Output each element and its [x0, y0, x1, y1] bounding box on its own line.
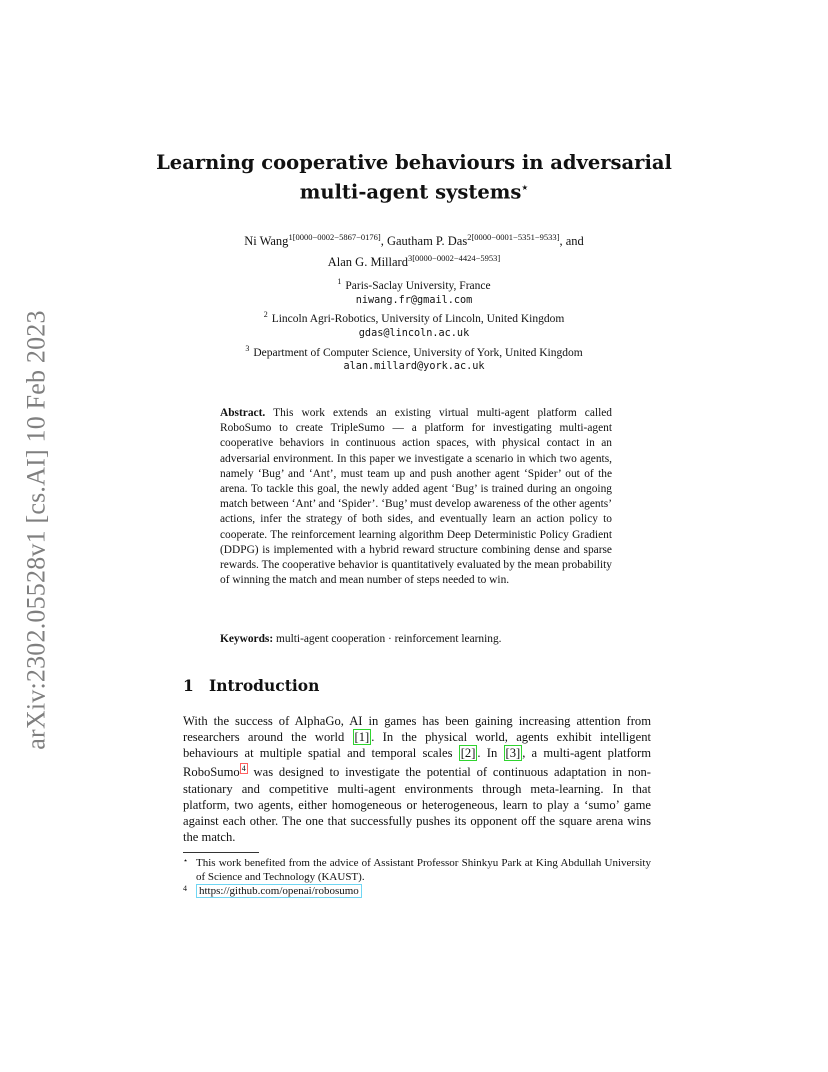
- author-3-name: Alan G. Millard: [327, 255, 408, 270]
- affiliation-2: [120, 308, 708, 327]
- section-heading: [183, 676, 319, 695]
- affiliation-1-number: 1: [337, 277, 342, 286]
- citation-link-2[interactable]: [2]: [460, 746, 476, 761]
- keywords-text: multi-agent cooperation · reinforcement learning.: [276, 633, 502, 645]
- author-conjunction: , and: [559, 234, 584, 249]
- affiliation-2-email: gdas@lincoln.ac.uk: [358, 328, 470, 340]
- affiliation-3-email: alan.millard@york.ac.uk: [343, 361, 485, 373]
- author-3-orcid: 3[0000−0002−4424−5953]: [407, 253, 501, 264]
- author-list: [120, 229, 708, 271]
- title-line-1: Learning cooperative behaviours in adversarial: [156, 151, 672, 174]
- citation-link-1[interactable]: [1]: [354, 730, 370, 745]
- keywords: [220, 632, 612, 647]
- citation-link-3[interactable]: [3]: [505, 746, 521, 761]
- footnote-star-text: This work benefited from the advice of Assistant Professor Shinkyu Park at King Abdullah University of Science and Technology (KAUST).: [196, 857, 651, 883]
- footnotes: [183, 856, 651, 898]
- author-2-orcid: 2[0000−0001−5351−9533]: [467, 232, 560, 242]
- intro-text-4: , a multi-agent platform RoboSumo: [183, 746, 651, 780]
- affiliation-3: [120, 342, 708, 361]
- intro-text-3: . In: [477, 746, 504, 761]
- abstract-text: This work extends an existing virtual multi-agent platform called RoboSumo to create TripleSumo — a platform for investigating multi-agent cooperative behaviors in continuous action spaces, with physical contact in an adversarial environment. In this paper we investigate a scenario in which two agents, namely ‘Bug’ and ‘Ant’, must team up and push another agent ‘Spider’ out of the arena. To tackle this goal, the newly added agent ‘Bug’ is trained during an ongoing match between ‘Ant’ and ‘Spider’. ‘Bug’ must develop awareness of the other agents’ actions, infer the strategy of both sides, and eventually learn an action policy to cooperate. The reinforcement learning algorithm Deep Deterministic Policy Gradient (DDPG) is implemented with a hybrid reward structure combining dense and sparse rewards. The cooperative behavior is quantitatively evaluated by the mean probability of winning the match and mean number of steps needed to win.: [220, 407, 612, 587]
- author-2-name: Gautham P. Das: [386, 234, 468, 249]
- author-1-name: Ni Wang: [244, 234, 289, 249]
- affiliation-1: [120, 275, 708, 294]
- title-footnote-marker: ⋆: [521, 181, 529, 194]
- title-line-2-text: multi-agent systems: [299, 180, 522, 204]
- affiliation-1-email: niwang.fr@gmail.com: [355, 294, 473, 306]
- title-line-2: [120, 175, 708, 205]
- footnote-4-mark: 4: [183, 884, 187, 893]
- arxiv-id-text: arXiv:2302.05528v1 [cs.AI] 10 Feb 2023: [22, 310, 51, 750]
- author-1-orcid: 1[0000−0002−5867−0176]: [288, 232, 381, 242]
- affiliation-1-name: Paris-Saclay University, France: [345, 279, 491, 292]
- abstract-label: Abstract.: [220, 407, 266, 419]
- affiliation-2-number: 2: [263, 310, 268, 320]
- footnote-star-mark: ⋆: [183, 856, 189, 865]
- intro-text-2: . In the physical world, agents exhibit intelligent behaviours at multiple spatial and temporal scales: [183, 730, 651, 761]
- section-title: Introduction: [209, 676, 320, 695]
- footnote-4: [183, 884, 651, 898]
- arxiv-identifier-stamp: [14, 295, 60, 765]
- author-line-1: Ni Wang$^{1[0000-0002-5867-0176]}$, Gautham P. Das$^{2[0000-0001-5351-9533]}$, and: [244, 232, 584, 249]
- affiliations: [120, 275, 708, 375]
- footnote-star: [183, 856, 651, 884]
- intro-text-1: With the success of AlphaGo, AI in games has been gaining increasing attention from researchers around the world: [183, 714, 651, 745]
- affiliation-3-name: Department of Computer Science, University of York, United Kingdom: [253, 346, 583, 359]
- intro-text-5: was designed to investigate the potential of continuous adaptation in non-stationary and competitive multi-agent environments through meta-learning. In that platform, two agents, either homogeneous or heterogeneous, learn to play a ‘sumo’ game against each other. The one that successfully pushes its opponent off the square arena wins the match.: [183, 765, 651, 844]
- keywords-label: Keywords:: [220, 633, 274, 645]
- introduction-paragraph: [183, 713, 651, 845]
- footnote-divider: [183, 852, 259, 853]
- affiliation-2-name: Lincoln Agri-Robotics, University of Lincoln, United Kingdom: [271, 313, 565, 326]
- footnote-link-4[interactable]: 4: [241, 764, 246, 774]
- paper-title: [120, 150, 708, 205]
- author-line-2: [120, 250, 708, 271]
- abstract: [220, 406, 612, 588]
- affiliation-3-number: 3: [245, 343, 250, 353]
- section-number: 1: [183, 676, 194, 695]
- robosumo-url-link[interactable]: https://github.com/openai/robosumo: [196, 884, 362, 898]
